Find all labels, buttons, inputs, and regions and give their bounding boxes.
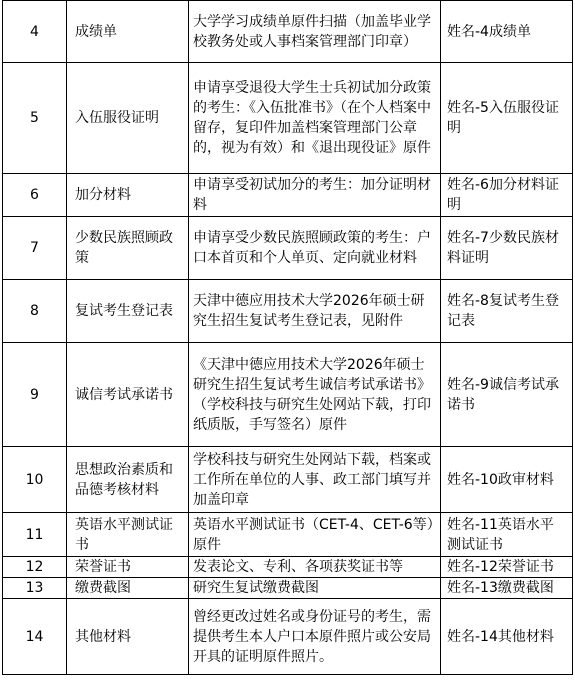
file-naming: 姓名-12荣誉证书 — [441, 557, 573, 578]
table-row — [3, 599, 573, 675]
row-number: 7 — [3, 217, 67, 280]
material-name: 其他材料 — [67, 599, 189, 675]
material-description: 发表论文、专利、各项获奖证书等 — [189, 557, 441, 578]
material-name: 少数民族照顾政策 — [67, 217, 189, 280]
materials-table — [2, 0, 573, 675]
table-row — [3, 280, 573, 343]
file-naming: 姓名-9诚信考试承诺书 — [441, 343, 573, 447]
file-naming: 姓名-6加分材料证明 — [441, 174, 573, 217]
material-description: 申请享受退役大学生士兵初试加分政策的考生：《入伍批准书》（在个人档案中留存，复印件加盖档案管理部门公章的，视为有效）和《退出现役证》原件 — [189, 63, 441, 174]
material-name: 入伍服役证明 — [67, 63, 189, 174]
material-description: 申请享受少数民族照顾政策的考生：户口本首页和个人单页、定向就业材料 — [189, 217, 441, 280]
material-name: 英语水平测试证书 — [67, 513, 189, 557]
table-row — [3, 1, 573, 63]
material-description: 英语水平测试证书（CET-4、CET-6等）原件 — [189, 513, 441, 557]
row-number: 11 — [3, 513, 67, 557]
table-row — [3, 343, 573, 447]
table-row — [3, 174, 573, 217]
row-number: 5 — [3, 63, 67, 174]
row-number: 14 — [3, 599, 67, 675]
table-row — [3, 578, 573, 599]
file-naming: 姓名-10政审材料 — [441, 447, 573, 513]
material-description: 天津中德应用技术大学2026年硕士研究生招生复试考生登记表，见附件 — [189, 280, 441, 343]
file-naming: 姓名-8复试考生登记表 — [441, 280, 573, 343]
row-number: 13 — [3, 578, 67, 599]
material-description: 大学学习成绩单原件扫描（加盖毕业学校教务处或人事档案管理部门印章） — [189, 1, 441, 63]
material-name: 成绩单 — [67, 1, 189, 63]
material-description: 曾经更改过姓名或身份证号的考生，需提供考生本人户口本原件照片或公安局开具的证明原件照片。 — [189, 599, 441, 675]
material-description: 《天津中德应用技术大学2026年硕士研究生招生复试考生诚信考试承诺书》（学校科技与研究生处网站下载，打印纸质版，手写签名）原件 — [189, 343, 441, 447]
row-number: 10 — [3, 447, 67, 513]
file-naming: 姓名-11英语水平测试证书 — [441, 513, 573, 557]
row-number: 9 — [3, 343, 67, 447]
row-number: 12 — [3, 557, 67, 578]
table-row — [3, 63, 573, 174]
row-number: 8 — [3, 280, 67, 343]
file-naming: 姓名-4成绩单 — [441, 1, 573, 63]
material-name: 诚信考试承诺书 — [67, 343, 189, 447]
file-naming: 姓名-7少数民族材料证明 — [441, 217, 573, 280]
material-description: 申请享受初试加分的考生：加分证明材料 — [189, 174, 441, 217]
material-name: 复试考生登记表 — [67, 280, 189, 343]
material-name: 缴费截图 — [67, 578, 189, 599]
material-name: 荣誉证书 — [67, 557, 189, 578]
file-naming: 姓名-14其他材料 — [441, 599, 573, 675]
table-row — [3, 217, 573, 280]
table-row — [3, 447, 573, 513]
file-naming: 姓名-5入伍服役证明 — [441, 63, 573, 174]
row-number: 6 — [3, 174, 67, 217]
material-description: 研究生复试缴费截图 — [189, 578, 441, 599]
table-row — [3, 513, 573, 557]
material-description: 学校科技与研究生处网站下载，档案或工作所在单位的人事、政工部门填写并加盖印章 — [189, 447, 441, 513]
table-row — [3, 557, 573, 578]
file-naming: 姓名-13缴费截图 — [441, 578, 573, 599]
material-name: 思想政治素质和品德考核材料 — [67, 447, 189, 513]
row-number: 4 — [3, 1, 67, 63]
material-name: 加分材料 — [67, 174, 189, 217]
